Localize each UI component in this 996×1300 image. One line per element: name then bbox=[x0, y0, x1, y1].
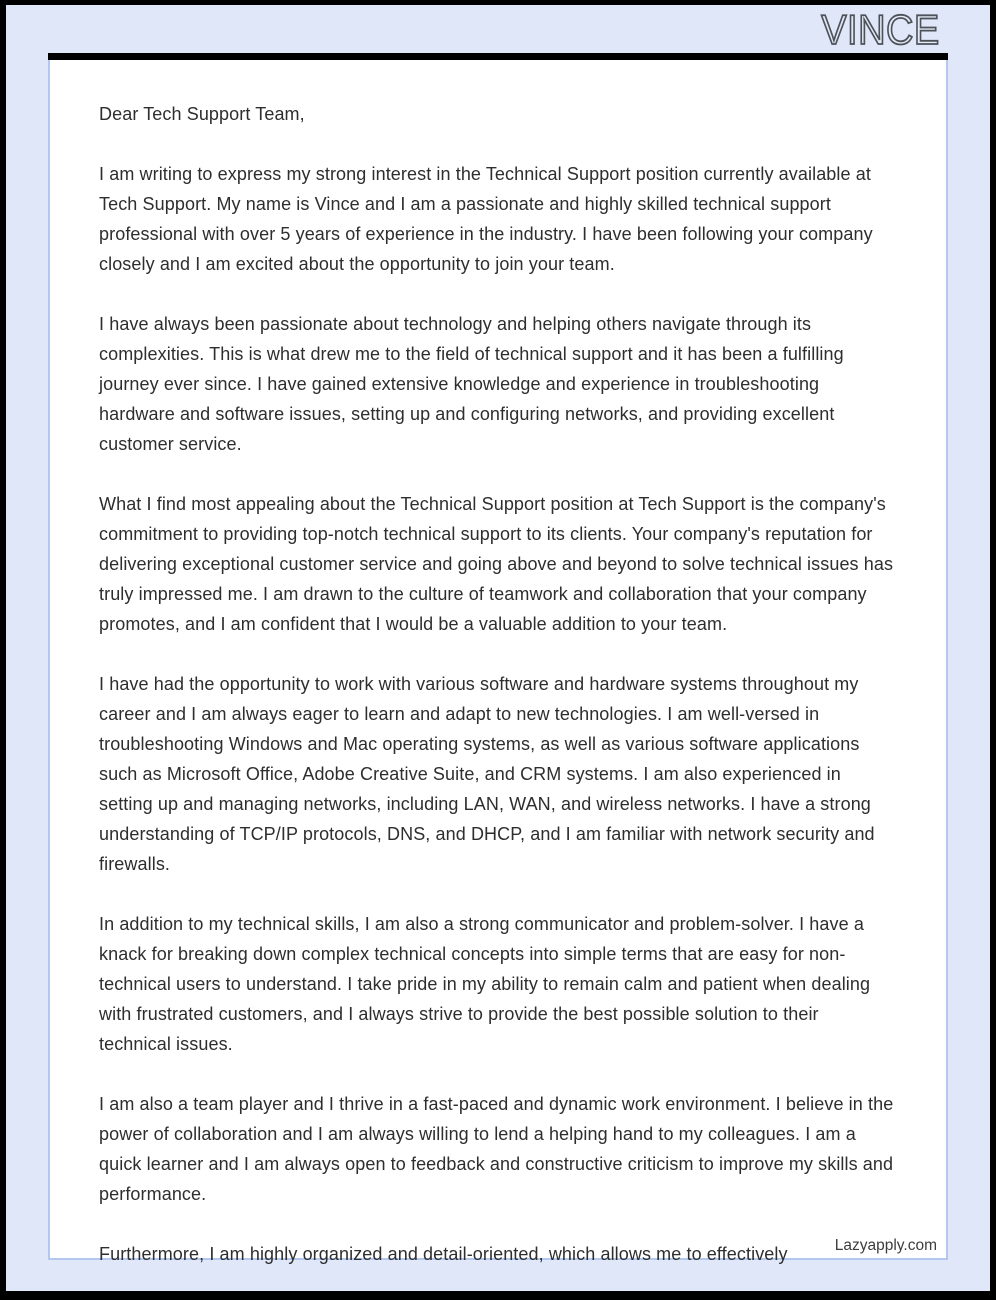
brand-logo: VINCE bbox=[821, 7, 940, 54]
page-frame-left bbox=[0, 0, 6, 1300]
letter-paragraph: What I find most appealing about the Technical Support position at Tech Support is the company's commitment to providing top-notch technical support to its clients. Your company's reputation for delivering exceptional customer service and going above and beyond to solve technical issues has truly impressed me. I am drawn to the culture of teamwork and collaboration that your company promotes, and I am confident that I would be a valuable addition to your team. bbox=[99, 494, 894, 634]
page-frame-top bbox=[0, 0, 996, 5]
letter-greeting: Dear Tech Support Team, bbox=[99, 104, 305, 124]
letter-paragraph: I am writing to express my strong interest in the Technical Support position currently available at Tech Support. My name is Vince and I am a passionate and highly skilled technical support professional with over 5 years of experience in the industry. I have been following your company closely and I am excited about the opportunity to join your team. bbox=[99, 164, 873, 274]
watermark-text: Lazyapply.com bbox=[834, 1237, 937, 1254]
letter-body bbox=[99, 99, 894, 1299]
header-divider bbox=[48, 53, 948, 60]
page-frame-bottom bbox=[0, 1291, 996, 1300]
letter-paragraph: I am also a team player and I thrive in a fast-paced and dynamic work environment. I believe in the power of collaboration and I am always willing to lend a helping hand to my colleagues. I am a quick learner and I am always open to feedback and constructive criticism to improve my skills and performance. bbox=[99, 1094, 894, 1204]
letter-paragraph: Furthermore, I am highly organized and detail-oriented, which allows me to effectively bbox=[99, 1244, 788, 1264]
letter-paragraph: I have had the opportunity to work with various software and hardware systems throughout my career and I am always eager to learn and adapt to new technologies. I am well-versed in troubleshooting Windows and Mac operating systems, as well as various software applications such as Microsoft Office, Adobe Creative Suite, and CRM systems. I am also experienced in setting up and managing networks, including LAN, WAN, and wireless networks. I have a strong understanding of TCP/IP protocols, DNS, and DHCP, and I am familiar with network security and firewalls. bbox=[99, 674, 875, 874]
letter-paragraph: I have always been passionate about technology and helping others navigate through its complexities. This is what drew me to the field of technical support and it has been a fulfilling journey ever since. I have gained extensive knowledge and experience in troubleshooting hardware and software issues, setting up and configuring networks, and providing excellent customer service. bbox=[99, 314, 844, 454]
letter-paragraphs bbox=[99, 159, 894, 1269]
letter-paragraph: In addition to my technical skills, I am also a strong communicator and problem-solver. I have a knack for breaking down complex technical concepts into simple terms that are easy for non-technical users to understand. I take pride in my ability to remain calm and patient when dealing with frustrated customers, and I always strive to provide the best possible solution to their technical issues. bbox=[99, 914, 871, 1054]
page-frame-right bbox=[990, 0, 996, 1300]
